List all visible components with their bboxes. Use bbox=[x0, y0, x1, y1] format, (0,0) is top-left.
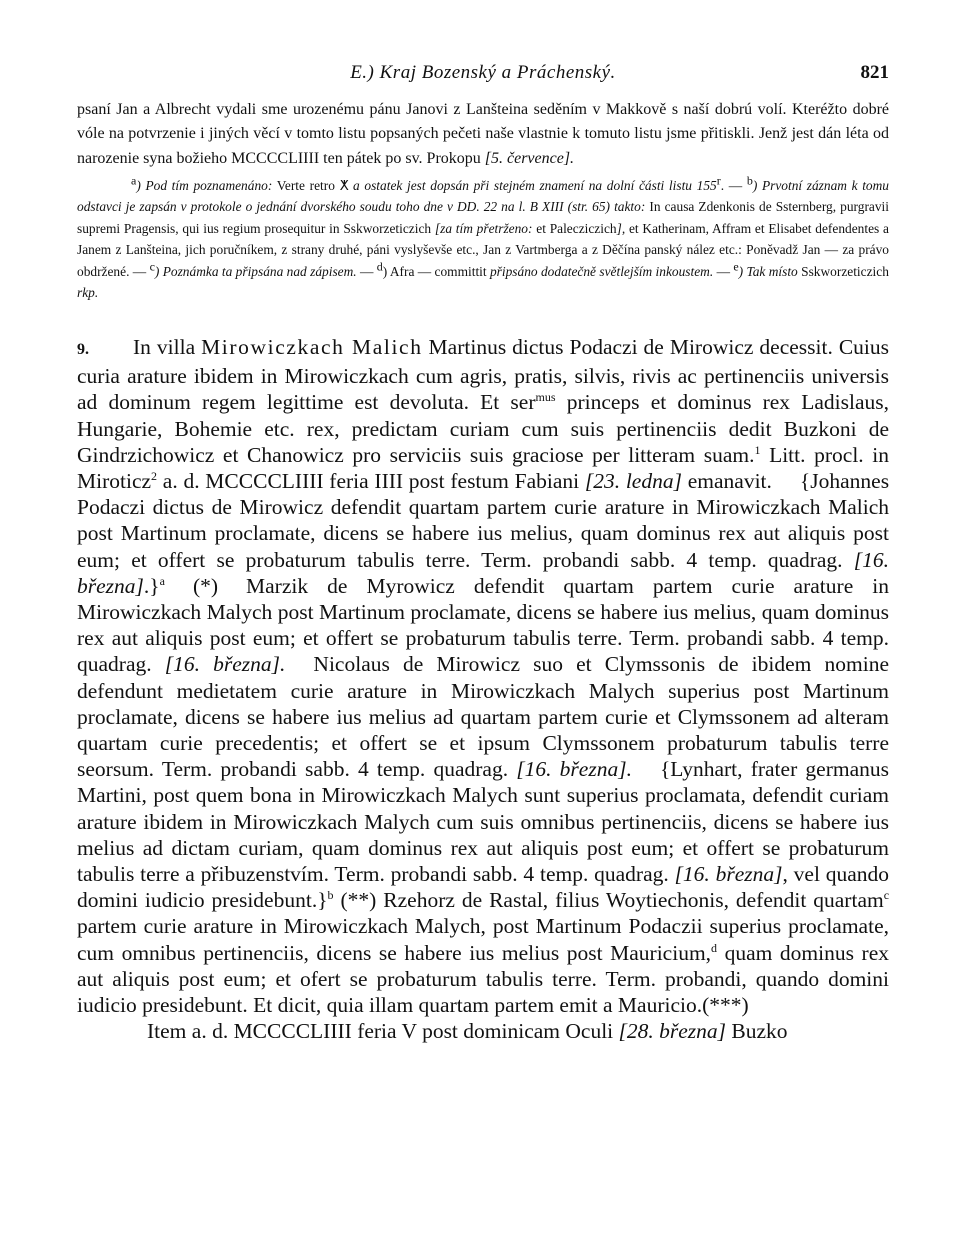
note-a-text-4: . — bbox=[720, 177, 743, 193]
entry-footnote-2: 2 bbox=[151, 468, 158, 483]
entry-text-2: Martinus dictus Podaczi de Mirowicz decessit. Cuius curia arature ibidem in Mirowiczkach cum agris, pratis, silvis, rivis ac pertinenciis universis ad dominum regem legittime est devoluta. Et ser bbox=[77, 334, 889, 415]
entry-text-13: Rzehorz de Rastal, filius Woytiechonis, defendit quartam bbox=[383, 888, 884, 913]
note-e-text-1: ) Tak místo bbox=[738, 263, 798, 279]
entry-text-11: {Lynhart, frater germanus Martini, post quem bona in Mirowiczkach Malych sunt superius proclamata, defendit curiam arature ibidem in Mirowiczkach Malych cum suis omnibus pertinenciis, dicens se habere ius melius ad dictam curiam, quam dominus rex aut aliquis post eum; et offert se probaturum tabulis terre a přibuzenstvím. Term. probandi sabb. 4 temp. quadrag. bbox=[77, 757, 889, 886]
entry-date-2: [16. března] bbox=[77, 547, 890, 598]
entry-date-6: [28. března] bbox=[618, 1019, 727, 1044]
intro-date-note: [5. července]. bbox=[484, 149, 575, 167]
intro-paragraph bbox=[77, 98, 889, 171]
entry-text-14: partem curie arature in Mirowiczkach Malych, post Martinum Podaczii superius proclamate, cum omnibus pertinenciis, dicens se habere ius melius post Mauricium, bbox=[77, 914, 889, 965]
note-a-text-2: Verte retro bbox=[276, 177, 335, 193]
entry-note-d-ref: d bbox=[711, 940, 718, 955]
note-d-mark: d bbox=[376, 259, 383, 274]
note-b-text-5: ], bbox=[616, 220, 626, 236]
note-a-text-1: ) Pod tím poznamenáno: bbox=[136, 177, 273, 193]
entry-sup-mus: mus bbox=[535, 390, 556, 405]
footnotes bbox=[77, 175, 889, 304]
entry-text-10: Nicolaus de Mirowicz suo et Clymssonis de ibidem nomine defendunt medietatem curie arature in Mirowiczkach Malych superius post Martinum proclamate, dicens se habere ius melius ad quartam partem curie et Clymssonem ad alteram quartam curie precedentis; et offert se et ipsum Clymssonem probaturum tabulis terre seorsum. Term. probandi sabb. 4 temp. quadrag. bbox=[77, 652, 890, 782]
verte-symbol-icon: ⵅ bbox=[339, 177, 349, 193]
entry-text-9: Marzik de Myrowicz defendit quartam partem curie arature in Mirowiczkach Malych post Martinum proclamate, dicens se habere ius melius, quam dominus rex aut aliquis post eum; et offert se probaturum tabulis terre. Term. probandi sabb. 4 temp. quadrag. bbox=[77, 573, 889, 677]
entry-marker-2: (**) bbox=[340, 888, 377, 913]
note-b-text-3: [za tím přetrženo: bbox=[434, 220, 533, 236]
note-e-text-2: Sskworzeticzich bbox=[801, 263, 889, 279]
entry-text-3: princeps et dominus rex Ladislaus, Hungarie, Bohemie etc. rex, predictam curiam cum suis pertinenciis dedit Buzkoni de Gindrzichowicz et Chanowicz pro serviciis suis graciose per litteram suam. bbox=[77, 390, 889, 467]
entry-text-7-end: .} bbox=[143, 573, 160, 598]
note-e-mark: e bbox=[733, 259, 739, 274]
entry-text-11-b: , vel quando domini iudicio presidebunt.} bbox=[77, 861, 890, 913]
note-a-mark: a bbox=[131, 173, 137, 188]
note-c-mark: c bbox=[149, 259, 155, 274]
document-page bbox=[77, 58, 889, 1044]
entry-footnote-1: 1 bbox=[754, 442, 761, 457]
running-title: E.) Kraj Bozenský a Práchenský. bbox=[350, 62, 616, 83]
entry-text-16: Item a. d. MCCCCLIIII feria V post dominicam Oculi bbox=[147, 1019, 614, 1044]
entry-9 bbox=[77, 334, 889, 1044]
page-header bbox=[77, 58, 889, 90]
note-a-text-3: a ostatek jest dopsán při stejném znamení na dolní části listu 155 bbox=[353, 177, 717, 193]
page-number: 821 bbox=[860, 62, 889, 83]
entry-date-5: [16. března] bbox=[674, 861, 783, 886]
entry-text-4: Litt. procl. in Miroticz bbox=[77, 442, 889, 493]
entry-note-a-ref: a bbox=[159, 573, 165, 588]
entry-text-15: quam dominus rex aut aliquis post eum; et ofert se probaturum tabulis terre. Term. probandi, quando domini iudicio presidebunt. Et dicit, quia illam quartam partem emit a Mauricio.(***) bbox=[77, 940, 890, 1017]
note-c-text-2: — bbox=[360, 263, 374, 279]
entry-text-1: In villa bbox=[133, 334, 196, 359]
entry-text-5: a. d. MCCCCLIIII feria IIII post festum Fabiani bbox=[162, 468, 580, 493]
entry-note-c-ref: c bbox=[883, 888, 890, 902]
entry-number: 9. bbox=[77, 340, 89, 358]
note-d-text-1: ) Afra — committit bbox=[382, 263, 487, 279]
entry-text-6: emanavit. bbox=[687, 468, 772, 493]
entry-place-name: Mirowiczkach Malich bbox=[201, 334, 423, 359]
entry-note-b-ref: b bbox=[327, 888, 334, 902]
entry-marker-1: (*) bbox=[192, 573, 219, 598]
entry-date-1: [23. ledna] bbox=[584, 468, 682, 493]
entry-text-16-end: Buzko bbox=[731, 1019, 788, 1044]
note-d-text-3: — bbox=[716, 263, 730, 279]
note-b-text-2: In causa Zdenkonis de Ssternberg, purgravii supremi Pragensis, qui ius regium prosequitur in Sskworzeticzich bbox=[77, 199, 889, 236]
note-b-mark: b bbox=[746, 173, 753, 188]
note-b-text-4: et Palecziczich bbox=[536, 220, 617, 236]
note-d-text-2: připsáno dodatečně světlejším inkoustem. bbox=[489, 263, 714, 279]
note-b-text-1: ) Prvotní záznam k tomu odstavci je zapsán v protokole o jednání dvorského soudu toho dne v DD. 22 na l. B XIII (str. 65) takto: bbox=[77, 177, 889, 215]
note-b-text-6: et Katherinam, Affram et Elisabet defendentes a Janem z Lanšteina, jich poručníkem, z strany druhé, páni vyslyševše etc., Jan z Vartmberga a z Děčína panský nález etc.: Poněvadž Jan — za právo obdržené. — bbox=[77, 220, 889, 279]
entry-text-7: {Johannes Podaczi dictus de Mirowicz defendit quartam partem curie arature in Mirowiczkach Malich post Martinum proclamate, dicens se habere ius melius, quam dominus rex aut aliquis post eum; et offert se probaturum tabulis terre. Term. probandi sabb. 4 temp. quadrag. bbox=[77, 468, 890, 572]
note-e-text-3: rkp. bbox=[77, 285, 99, 301]
entry-date-3: [16. března]. bbox=[164, 652, 286, 677]
note-c-text-1: ) Poznámka ta připsána nad zápisem. bbox=[154, 263, 357, 279]
note-a-sup: r bbox=[716, 173, 721, 188]
entry-date-4: [16. března]. bbox=[516, 757, 632, 782]
intro-text: psaní Jan a Albrecht vydali sme urozenému pánu Janovi z Lanšteina seděním v Makkově s naší dobrú volí. Kteréžto dobré vóle na potvrzenie i jiných věcí v tomto listu popsaných pečeti naše vlastnie k tomuto listu jsme přitiskli. Jenž jest dán léta od narozenie syna božieho MCCCCLIIII ten pátek po sv. Prokopu bbox=[77, 101, 889, 167]
